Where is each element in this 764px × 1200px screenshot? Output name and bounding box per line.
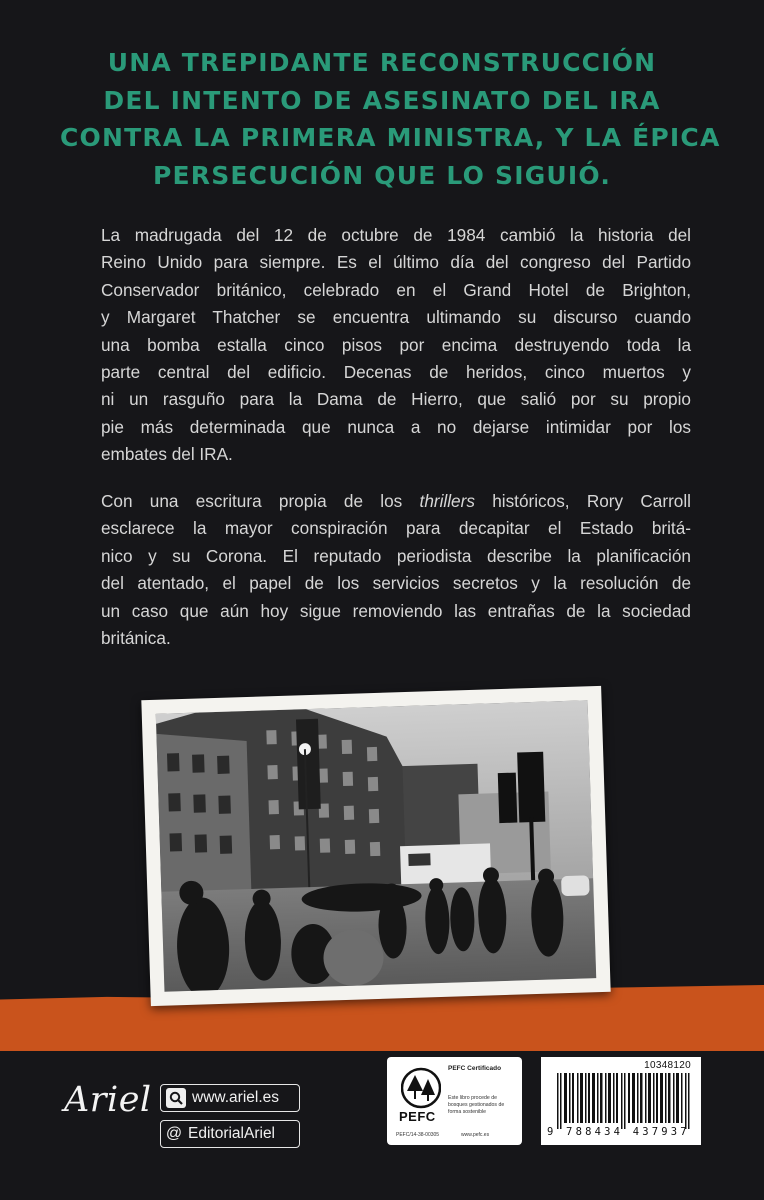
synopsis-paragraph-1: [101, 222, 691, 469]
text-line: parte central del edificio. Decenas de heridos, cinco muertos y: [101, 362, 691, 383]
pefc-code: PEFC/14-38-00305: [396, 1132, 440, 1138]
text-line: La madrugada del 12 de octubre de 1984 cambió la historia del: [101, 225, 691, 245]
isbn-number: 9 788434 437937: [547, 1126, 690, 1138]
pefc-certification-badge: [387, 1057, 522, 1145]
text-line: del atentado, el papel de los servicios secretos y la resolución de: [101, 573, 691, 594]
brighton-hotel-photo: [156, 700, 597, 991]
ariel-logo: Ariel: [64, 1080, 152, 1120]
pefc-description: Este libro procede de bosques gestionados de forma sostenible: [448, 1095, 505, 1115]
text-run: históricos, Rory Carroll: [474, 491, 691, 511]
text-line: pie más determinada que nunca a no dejarse intimidar por los: [101, 416, 691, 437]
text-run: Con una escritura propia de los: [101, 491, 420, 511]
website-text: www.ariel.es: [192, 1089, 279, 1106]
product-code: 10348120: [644, 1060, 691, 1071]
social-handle-text: EditorialAriel: [188, 1125, 276, 1142]
search-icon: [166, 1088, 186, 1108]
isbn-barcode: [541, 1057, 701, 1145]
italic-thrillers: thrillers: [419, 491, 475, 511]
text-line: británica.: [101, 628, 171, 649]
pefc-website: www.pefc.es: [461, 1132, 490, 1138]
text-line: un caso que aún hoy sigue removiendo las entrañas de la sociedad: [101, 600, 691, 621]
pefc-trees-icon: [401, 1067, 441, 1109]
text-line: ni un rasguño para la Dama de Hierro, que salió por su propio: [101, 389, 691, 410]
text-line: embates del IRA.: [101, 444, 233, 465]
pefc-wordmark: PEFC: [399, 1109, 436, 1124]
barcode-bars: [557, 1073, 693, 1129]
text-line: nico y su Corona. El reputado periodista describe la planificación: [101, 545, 691, 566]
text-line: esclarece la mayor conspiración para decapitar el Estado britá-: [101, 518, 691, 539]
headline-line: CONTRA LA PRIMERA MINISTRA, Y LA ÉPICA: [60, 123, 721, 152]
photo-frame: [141, 686, 610, 1006]
headline: [60, 44, 721, 194]
pefc-title: PEFC Certificado: [448, 1065, 502, 1072]
text-line: Reino Unido para siempre. Es el último día del congreso del Partido: [101, 252, 691, 273]
text-line: Conservador británico, celebrado en el Grand Hotel de Brighton,: [101, 279, 691, 300]
headline-line: PERSECUCIÓN QUE LO SIGUIÓ.: [152, 160, 612, 190]
headline-line: UNA TREPIDANTE RECONSTRUCCIÓN: [107, 48, 657, 77]
synopsis-paragraph-2: [101, 488, 691, 652]
social-handle-link[interactable]: [160, 1120, 300, 1148]
text-line: y Margaret Thatcher se encuentra ultimando su discurso cuando: [101, 307, 691, 328]
website-link[interactable]: [160, 1084, 300, 1112]
text-line: [101, 488, 691, 515]
at-icon: @: [165, 1125, 183, 1142]
headline-line: DEL INTENTO DE ASESINATO DEL IRA: [103, 85, 661, 115]
text-line: una bomba estalla cinco pisos por encima destruyendo toda la: [101, 334, 691, 355]
